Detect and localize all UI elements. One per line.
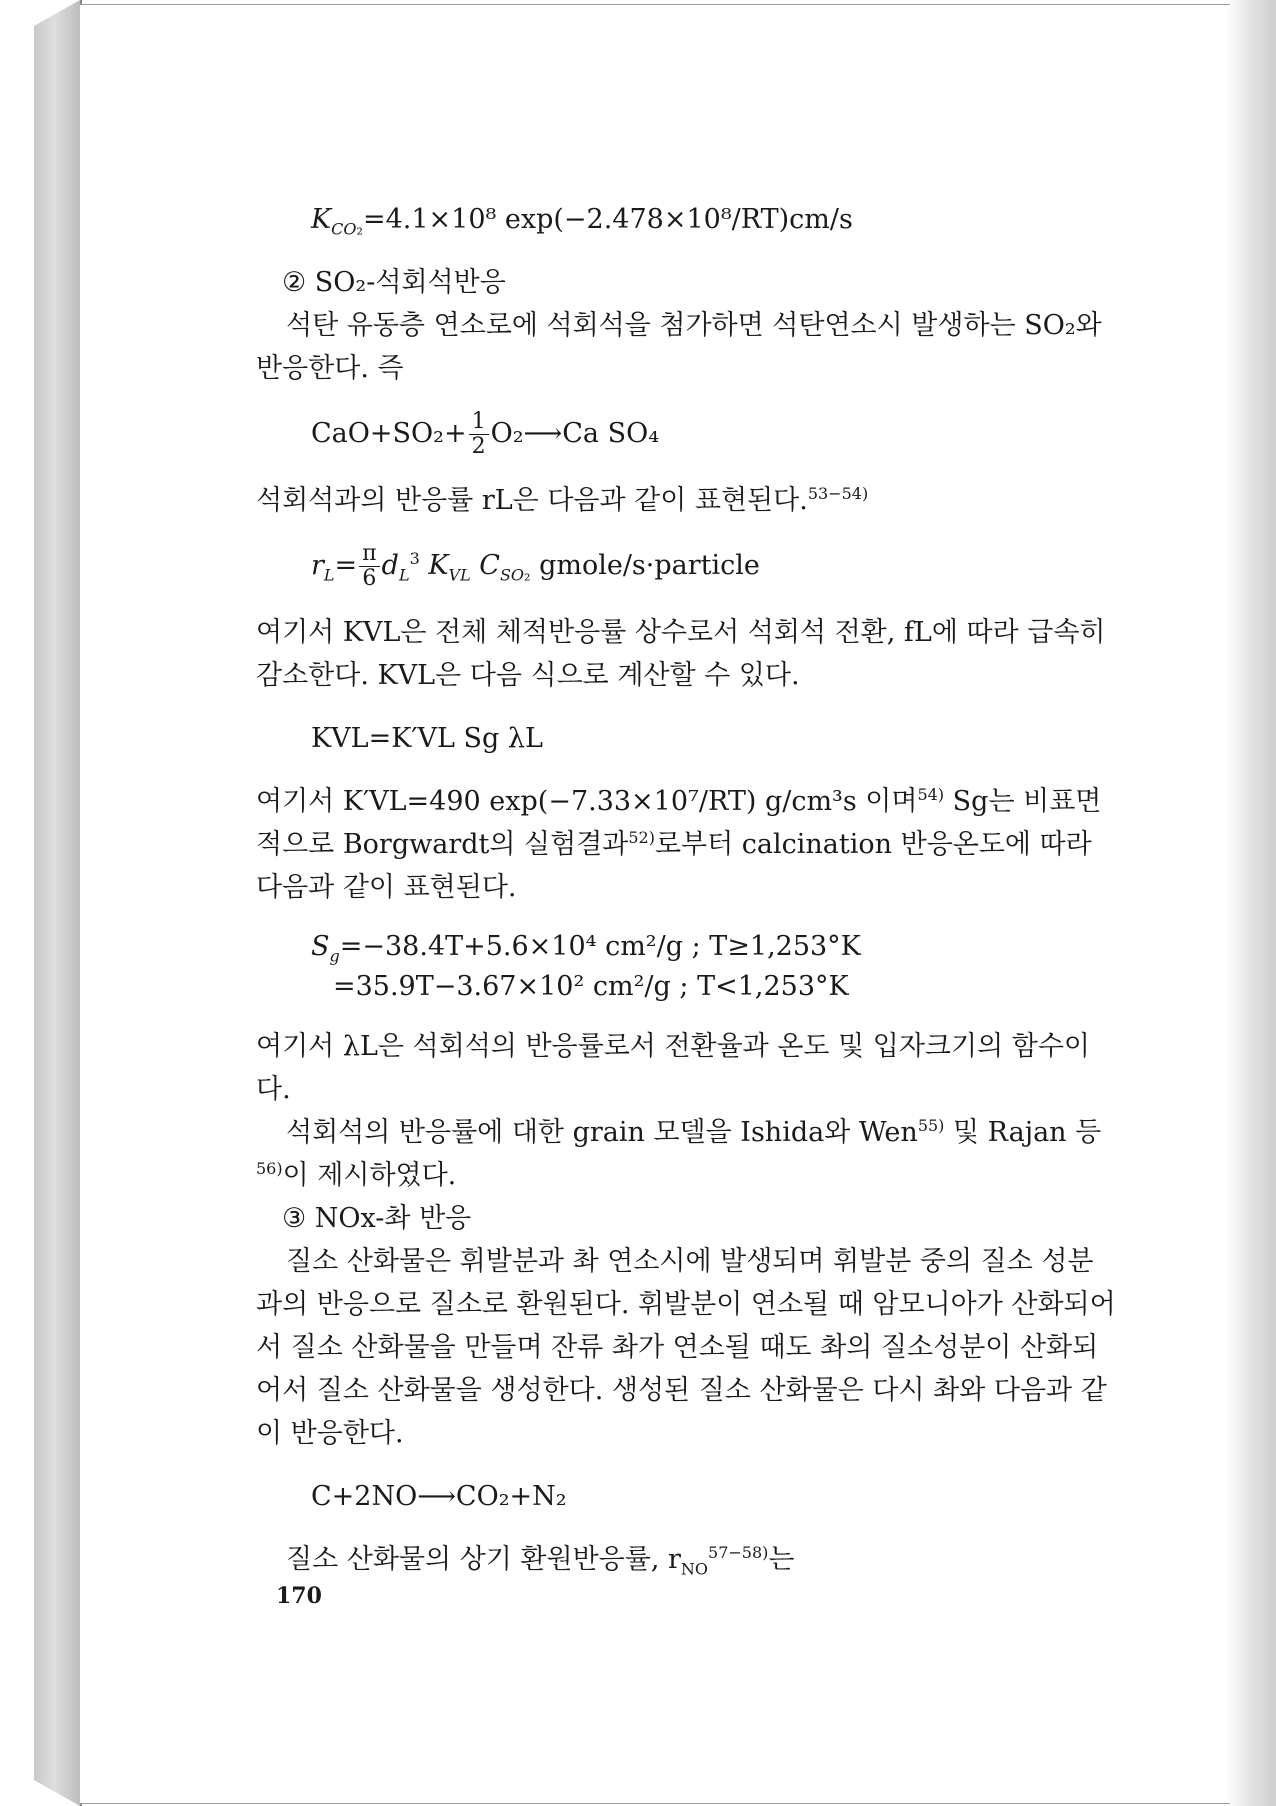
- paragraph-8: 질소 산화물의 상기 환원반응률, $r_{NO}^{57-58)}$는: [286, 1543, 795, 1579]
- paragraph-4: 여기서 K′VL=490 exp(−7.33×10⁷/RT) g/cm³s 이며$^{54)}$ Sg는 비표면적으로 Borgwardt의 실험결과$^{52)}$로부터 calcination 반응온도에 따라 다음과 같이 표현된다.: [256, 785, 1102, 903]
- equation-sg: [256, 927, 1116, 1007]
- equation-c-no: C+2NO⟶CO₂+N₂: [311, 1481, 567, 1512]
- page-content: [256, 178, 1116, 1581]
- equation-sg-line-1: $S_g=-38.4T+5.6\times 10^4$ cm²/g ; T≥1,253°K: [311, 931, 861, 966]
- equation-rl: $r_L=$ $\frac{\pi}{6}$ $d_L^3$ $K_{VL}$ $C_{SO_2}$ gmole/s·particle: [311, 541, 760, 591]
- paragraph-7: 질소 산화물은 휘발분과 촤 연소시에 발생되며 휘발분 중의 질소 성분과의 반응으로 질소로 환원된다. 휘발분이 연소될 때 암모니아가 산화되어서 질소 산화물을 만들며 잔류 촤가 연소될 때도 촤의 질소성분이 산화되어서 질소 산화물을 생성한다. 생성된 질소 산화물은 다시 촤와 다음과 같이 반응한다.: [256, 1246, 1116, 1449]
- section-heading-so2: ② SO₂-석회석반응: [282, 267, 506, 298]
- paragraph-5: 여기서 λL은 석회석의 반응률로서 전환율과 온도 및 입자크기의 함수이다.: [256, 1031, 1090, 1105]
- equation-kvl: KVL=K′VL Sg λL: [311, 723, 543, 754]
- section-heading-nox: ③ NOx-촤 반응: [282, 1203, 472, 1234]
- paragraph-1: 석탄 유동층 연소로에 석회석을 첨가하면 석탄연소시 발생하는 SO₂와 반응한다. 즉: [256, 310, 1102, 384]
- paragraph-6: 석회석의 반응률에 대한 grain 모델을 Ishida와 Wen$^{55)}$ 및 Rajan 등$^{56)}$이 제시하였다.: [256, 1116, 1102, 1191]
- equation-cao-so2: CaO+SO₂+ $\frac{1}{2}$ O₂⟶Ca SO₄: [311, 409, 660, 459]
- paragraph-3: 여기서 KVL은 전체 체적반응률 상수로서 석회석 전환, fL에 따라 급속히 감소한다. KVL은 다음 식으로 계산할 수 있다.: [256, 617, 1106, 691]
- paragraph-2: 석회석과의 반응률 rL은 다음과 같이 표현된다.$^{53-54)}$: [256, 484, 869, 516]
- page-number: 170: [276, 1583, 322, 1609]
- page-edge-shadow: [1226, 0, 1276, 1806]
- book-spine: [34, 0, 82, 1806]
- equation-kco2: $K_{CO_2}=4.1\times 10^8$ exp(−2.478×10⁸/RT)cm/s: [311, 204, 853, 239]
- equation-sg-line-2: =35.9T−3.67×10² cm²/g ; T<1,253°K: [333, 971, 849, 1002]
